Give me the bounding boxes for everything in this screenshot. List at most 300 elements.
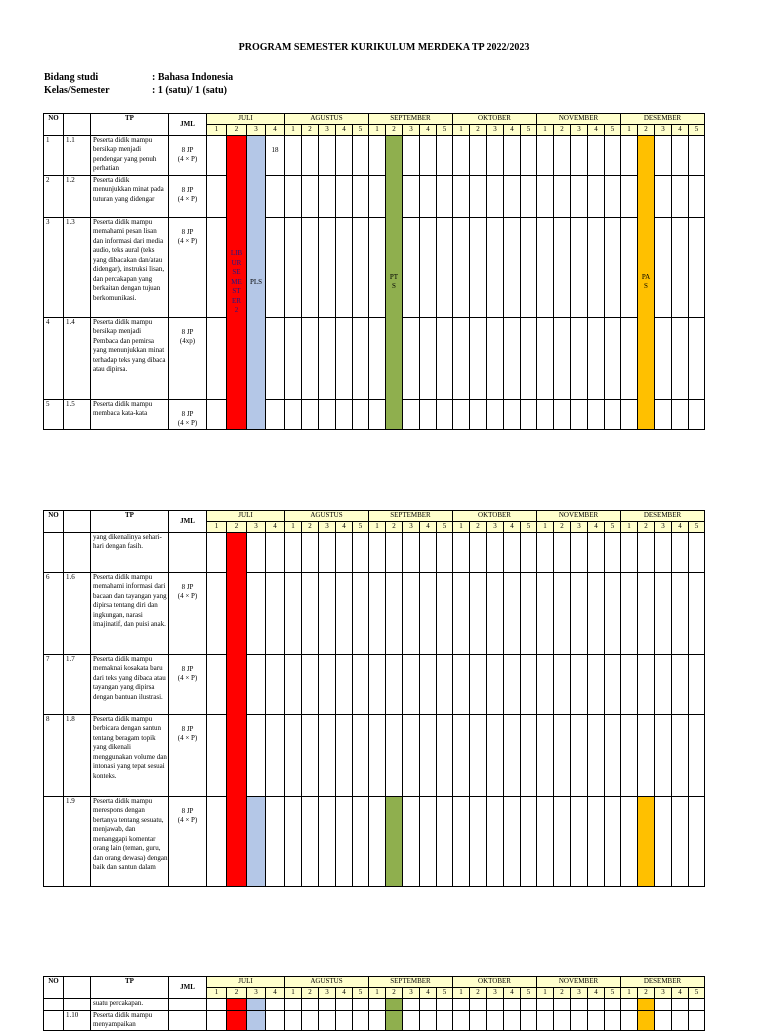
week-cell <box>353 797 369 887</box>
week-desember-5: 5 <box>689 125 705 136</box>
week-cell <box>207 655 227 715</box>
row-code: 1.4 <box>64 318 91 400</box>
week-cell <box>672 655 689 715</box>
week-cell <box>537 999 554 1011</box>
month-juli: JULI <box>207 977 285 988</box>
week-cell <box>504 318 521 400</box>
week-cell <box>504 797 521 887</box>
week-cell <box>207 573 227 655</box>
week-cell <box>285 655 302 715</box>
table-row <box>44 797 705 887</box>
week-cell <box>437 655 453 715</box>
week-cell <box>621 655 638 715</box>
week-cell <box>266 573 285 655</box>
week-cell <box>504 136 521 176</box>
table-row <box>44 218 705 318</box>
row-number: 3 <box>44 218 64 318</box>
week-november-1: 1 <box>537 988 554 999</box>
week-cell <box>672 218 689 318</box>
week-cell <box>621 400 638 430</box>
row-number: 6 <box>44 573 64 655</box>
week-cell <box>638 655 655 715</box>
week-cell <box>621 218 638 318</box>
week-cell <box>621 999 638 1011</box>
row-tp-text: suatu percakapan. <box>91 999 169 1011</box>
row-number: 2 <box>44 176 64 218</box>
week-cell <box>453 400 470 430</box>
header-code-blank <box>64 511 91 533</box>
week-cell <box>554 318 571 400</box>
week-cell <box>285 136 302 176</box>
week-september-4: 4 <box>420 522 437 533</box>
week-cell <box>420 533 437 573</box>
week-cell <box>554 655 571 715</box>
week-cell <box>554 218 571 318</box>
week-cell <box>207 715 227 797</box>
week-cell <box>266 655 285 715</box>
week-cell <box>504 400 521 430</box>
week-cell <box>554 1011 571 1031</box>
week-cell <box>453 797 470 887</box>
week-oktober-3: 3 <box>487 988 504 999</box>
week-cell <box>521 1011 537 1031</box>
week-november-1: 1 <box>537 522 554 533</box>
week-cell <box>521 176 537 218</box>
week-cell <box>285 218 302 318</box>
week-cell <box>554 573 571 655</box>
week-juli-2: 2 <box>227 125 247 136</box>
week-desember-4: 4 <box>672 988 689 999</box>
week-cell <box>207 797 227 887</box>
week-cell <box>487 1011 504 1031</box>
week-cell <box>487 797 504 887</box>
row-code: 1.3 <box>64 218 91 318</box>
week-cell <box>319 176 336 218</box>
week-cell <box>504 176 521 218</box>
week-cell <box>403 136 420 176</box>
week-cell <box>571 999 588 1011</box>
week-september-1: 1 <box>369 988 386 999</box>
week-cell <box>571 797 588 887</box>
week-cell <box>504 999 521 1011</box>
week-cell <box>336 1011 353 1031</box>
week-juli-2: 2 <box>227 522 247 533</box>
table-row <box>44 655 705 715</box>
week-september-3: 3 <box>403 988 420 999</box>
week-cell <box>319 1011 336 1031</box>
week-november-5: 5 <box>605 522 621 533</box>
week-november-3: 3 <box>571 522 588 533</box>
week-cell <box>537 655 554 715</box>
week-cell <box>537 573 554 655</box>
week-cell <box>588 655 605 715</box>
week-cell <box>672 715 689 797</box>
week-cell <box>537 797 554 887</box>
week-cell <box>554 533 571 573</box>
week-cell <box>369 318 386 400</box>
week-cell <box>453 655 470 715</box>
week-oktober-1: 1 <box>453 522 470 533</box>
week-cell <box>504 218 521 318</box>
week-cell <box>353 655 369 715</box>
green-block-cell <box>386 999 403 1011</box>
week-cell <box>605 176 621 218</box>
week-cell <box>302 797 319 887</box>
month-september: SEPTEMBER <box>369 511 453 522</box>
week-cell <box>353 715 369 797</box>
row-jml <box>169 533 207 573</box>
week-cell <box>420 218 437 318</box>
week-cell <box>689 533 705 573</box>
week-cell <box>470 999 487 1011</box>
week-cell <box>302 318 319 400</box>
week-cell <box>689 176 705 218</box>
week-cell <box>554 176 571 218</box>
week-cell <box>403 797 420 887</box>
week-cell <box>302 533 319 573</box>
week-cell <box>521 797 537 887</box>
week-cell <box>207 533 227 573</box>
week-cell <box>336 218 353 318</box>
week-cell <box>420 715 437 797</box>
week-cell <box>369 999 386 1011</box>
blue-block-pls <box>247 136 266 430</box>
month-november: NOVEMBER <box>537 114 621 125</box>
week-agustus-1: 1 <box>285 522 302 533</box>
week-cell <box>453 218 470 318</box>
header-row-months <box>44 114 705 125</box>
header-jml: JML <box>169 511 207 533</box>
week-cell <box>207 318 227 400</box>
week-cell <box>571 573 588 655</box>
week-desember-2: 2 <box>638 522 655 533</box>
row-tp-text: Peserta didik mampu memahami pesan lisan dan informasi dari media audio, teks aural (teks yang dibacakan dan/atau didengar), instruksi lisan, dan percakapan yang berkaitan dengan tujuan berkomunikasi. <box>91 218 169 318</box>
row-code: 1.9 <box>64 797 91 887</box>
green-block-cell <box>386 1011 403 1031</box>
week-cell <box>302 573 319 655</box>
week-september-3: 3 <box>403 522 420 533</box>
week-cell <box>437 400 453 430</box>
row-jml <box>169 999 207 1011</box>
week-desember-1: 1 <box>621 988 638 999</box>
week-cell <box>655 136 672 176</box>
week-cell <box>554 999 571 1011</box>
week-cell <box>285 176 302 218</box>
week-september-2: 2 <box>386 522 403 533</box>
week-cell <box>521 533 537 573</box>
week-cell <box>605 318 621 400</box>
month-september: SEPTEMBER <box>369 977 453 988</box>
week-juli-4: 4 <box>266 522 285 533</box>
week-cell <box>504 573 521 655</box>
week-cell <box>247 715 266 797</box>
schedule-table-page-3 <box>43 976 705 1031</box>
week-cell <box>336 533 353 573</box>
week-cell <box>470 136 487 176</box>
week-cell <box>266 318 285 400</box>
week-mark: 18 <box>271 146 279 154</box>
week-cell <box>521 715 537 797</box>
header-tp: TP <box>91 114 169 136</box>
week-cell <box>319 136 336 176</box>
week-cell <box>689 573 705 655</box>
week-cell <box>369 1011 386 1031</box>
week-november-2: 2 <box>554 125 571 136</box>
week-cell <box>353 318 369 400</box>
month-oktober: OKTOBER <box>453 114 537 125</box>
week-cell <box>437 573 453 655</box>
week-cell <box>521 218 537 318</box>
class-label: Kelas/Semester <box>44 85 110 96</box>
week-desember-5: 5 <box>689 522 705 533</box>
week-cell <box>689 999 705 1011</box>
week-cell <box>403 999 420 1011</box>
row-code <box>64 999 91 1011</box>
week-cell <box>689 136 705 176</box>
week-desember-2: 2 <box>638 125 655 136</box>
week-cell <box>207 999 227 1011</box>
week-juli-4: 4 <box>266 988 285 999</box>
week-cell <box>672 797 689 887</box>
class-line <box>44 85 227 96</box>
week-cell <box>420 176 437 218</box>
row-number: 5 <box>44 400 64 430</box>
week-cell <box>537 400 554 430</box>
week-oktober-5: 5 <box>521 522 537 533</box>
week-cell <box>437 176 453 218</box>
week-cell <box>638 573 655 655</box>
week-cell <box>554 136 571 176</box>
row-jml: 8 JP (4 × P) <box>169 573 207 655</box>
week-september-2: 2 <box>386 125 403 136</box>
table-row <box>44 533 705 573</box>
week-cell <box>521 999 537 1011</box>
row-number <box>44 797 64 887</box>
week-cell <box>655 400 672 430</box>
week-cell <box>571 136 588 176</box>
week-desember-3: 3 <box>655 988 672 999</box>
header-code-blank <box>64 114 91 136</box>
month-desember: DESEMBER <box>621 511 705 522</box>
week-cell <box>571 318 588 400</box>
week-september-1: 1 <box>369 125 386 136</box>
week-cell <box>336 400 353 430</box>
week-cell <box>285 400 302 430</box>
green-block-pts <box>386 136 403 430</box>
week-cell <box>487 176 504 218</box>
header-no: NO <box>44 977 64 999</box>
week-cell <box>655 715 672 797</box>
week-cell <box>554 797 571 887</box>
week-cell <box>353 136 369 176</box>
row-tp-text: yang dikenalinya sehari-hari dengan fasih. <box>91 533 169 573</box>
week-cell <box>420 999 437 1011</box>
week-cell <box>672 1011 689 1031</box>
week-cell <box>369 715 386 797</box>
week-cell <box>571 533 588 573</box>
week-cell <box>207 218 227 318</box>
week-november-3: 3 <box>571 125 588 136</box>
week-september-4: 4 <box>420 125 437 136</box>
week-cell <box>386 715 403 797</box>
row-code <box>64 533 91 573</box>
week-cell <box>302 999 319 1011</box>
week-cell <box>336 797 353 887</box>
week-cell <box>588 400 605 430</box>
week-oktober-4: 4 <box>504 125 521 136</box>
row-number <box>44 999 64 1011</box>
week-cell <box>420 400 437 430</box>
week-cell <box>487 318 504 400</box>
row-jml: 8 JP (4 × P) <box>169 136 207 176</box>
row-number: 8 <box>44 715 64 797</box>
week-cell <box>285 318 302 400</box>
week-cell <box>369 533 386 573</box>
week-november-2: 2 <box>554 522 571 533</box>
week-cell <box>588 218 605 318</box>
week-cell <box>487 573 504 655</box>
row-tp-text: Peserta didik mampu membaca kata-kata <box>91 400 169 430</box>
week-cell <box>403 655 420 715</box>
week-cell <box>420 573 437 655</box>
week-cell <box>302 715 319 797</box>
document-title: PROGRAM SEMESTER KURIKULUM MERDEKA TP 2022/2023 <box>238 42 530 53</box>
week-cell <box>319 715 336 797</box>
week-agustus-5: 5 <box>353 522 369 533</box>
week-cell <box>689 400 705 430</box>
header-row-months <box>44 511 705 522</box>
week-cell <box>470 318 487 400</box>
week-cell <box>319 655 336 715</box>
week-cell <box>655 176 672 218</box>
week-cell <box>672 176 689 218</box>
blue-block-cell <box>247 797 266 887</box>
row-tp-text: Peserta didik mampu menyampaikan <box>91 1011 169 1031</box>
week-cell <box>266 176 285 218</box>
week-cell <box>453 1011 470 1031</box>
week-cell <box>302 1011 319 1031</box>
week-november-4: 4 <box>588 988 605 999</box>
week-cell <box>285 1011 302 1031</box>
week-cell <box>336 176 353 218</box>
week-juli-1: 1 <box>207 988 227 999</box>
week-november-5: 5 <box>605 988 621 999</box>
row-tp-text: Peserta didik mampu berbicara dengan santun tentang beragam topik yang dikenali menggunakan volume dan intonasi yang tepat sesuai konteks. <box>91 715 169 797</box>
subject-line <box>44 72 233 83</box>
week-cell <box>470 218 487 318</box>
week-cell <box>504 655 521 715</box>
week-cell <box>588 136 605 176</box>
week-cell <box>437 136 453 176</box>
month-oktober: OKTOBER <box>453 977 537 988</box>
week-cell <box>571 655 588 715</box>
week-cell <box>588 715 605 797</box>
header-code-blank <box>64 977 91 999</box>
week-september-3: 3 <box>403 125 420 136</box>
week-cell <box>403 218 420 318</box>
week-cell <box>672 318 689 400</box>
week-cell <box>521 136 537 176</box>
blue-block-cell <box>247 999 266 1011</box>
week-cell <box>655 533 672 573</box>
schedule-table-page-2 <box>43 510 705 887</box>
week-september-2: 2 <box>386 988 403 999</box>
week-cell <box>554 400 571 430</box>
week-cell <box>353 400 369 430</box>
week-cell <box>588 318 605 400</box>
table-row <box>44 715 705 797</box>
week-cell <box>621 318 638 400</box>
week-cell <box>403 573 420 655</box>
orange-block-cell <box>638 1011 655 1031</box>
week-cell <box>605 573 621 655</box>
week-cell <box>369 655 386 715</box>
row-number: 4 <box>44 318 64 400</box>
row-code: 1.2 <box>64 176 91 218</box>
green-block-cell <box>386 797 403 887</box>
week-cell <box>336 318 353 400</box>
week-cell <box>247 533 266 573</box>
week-cell <box>319 999 336 1011</box>
week-cell <box>470 176 487 218</box>
month-oktober: OKTOBER <box>453 511 537 522</box>
week-agustus-4: 4 <box>336 125 353 136</box>
week-november-4: 4 <box>588 522 605 533</box>
week-agustus-2: 2 <box>302 522 319 533</box>
week-cell <box>638 715 655 797</box>
week-cell <box>605 715 621 797</box>
subject-label: Bidang studi <box>44 72 99 83</box>
week-cell <box>403 176 420 218</box>
week-cell <box>554 715 571 797</box>
week-desember-3: 3 <box>655 522 672 533</box>
week-cell <box>588 1011 605 1031</box>
month-juli: JULI <box>207 511 285 522</box>
week-cell <box>504 715 521 797</box>
blue-block-cell <box>247 1011 266 1031</box>
week-cell <box>369 218 386 318</box>
month-desember: DESEMBER <box>621 114 705 125</box>
week-agustus-3: 3 <box>319 522 336 533</box>
week-cell <box>605 655 621 715</box>
week-cell <box>207 136 227 176</box>
week-agustus-5: 5 <box>353 125 369 136</box>
week-cell <box>403 1011 420 1031</box>
row-code: 1.5 <box>64 400 91 430</box>
week-cell <box>302 218 319 318</box>
week-cell <box>605 1011 621 1031</box>
week-cell <box>470 573 487 655</box>
week-cell <box>319 400 336 430</box>
week-cell <box>621 1011 638 1031</box>
week-cell <box>285 573 302 655</box>
week-desember-1: 1 <box>621 125 638 136</box>
week-cell <box>420 136 437 176</box>
week-cell <box>521 573 537 655</box>
week-cell <box>487 999 504 1011</box>
week-cell <box>487 218 504 318</box>
row-number <box>44 533 64 573</box>
week-cell <box>588 176 605 218</box>
week-cell <box>266 1011 285 1031</box>
week-cell <box>521 400 537 430</box>
week-cell <box>470 655 487 715</box>
month-agustus: AGUSTUS <box>285 977 369 988</box>
red-block-cell <box>227 1011 247 1031</box>
week-cell <box>453 999 470 1011</box>
week-cell <box>537 533 554 573</box>
week-cell <box>487 400 504 430</box>
